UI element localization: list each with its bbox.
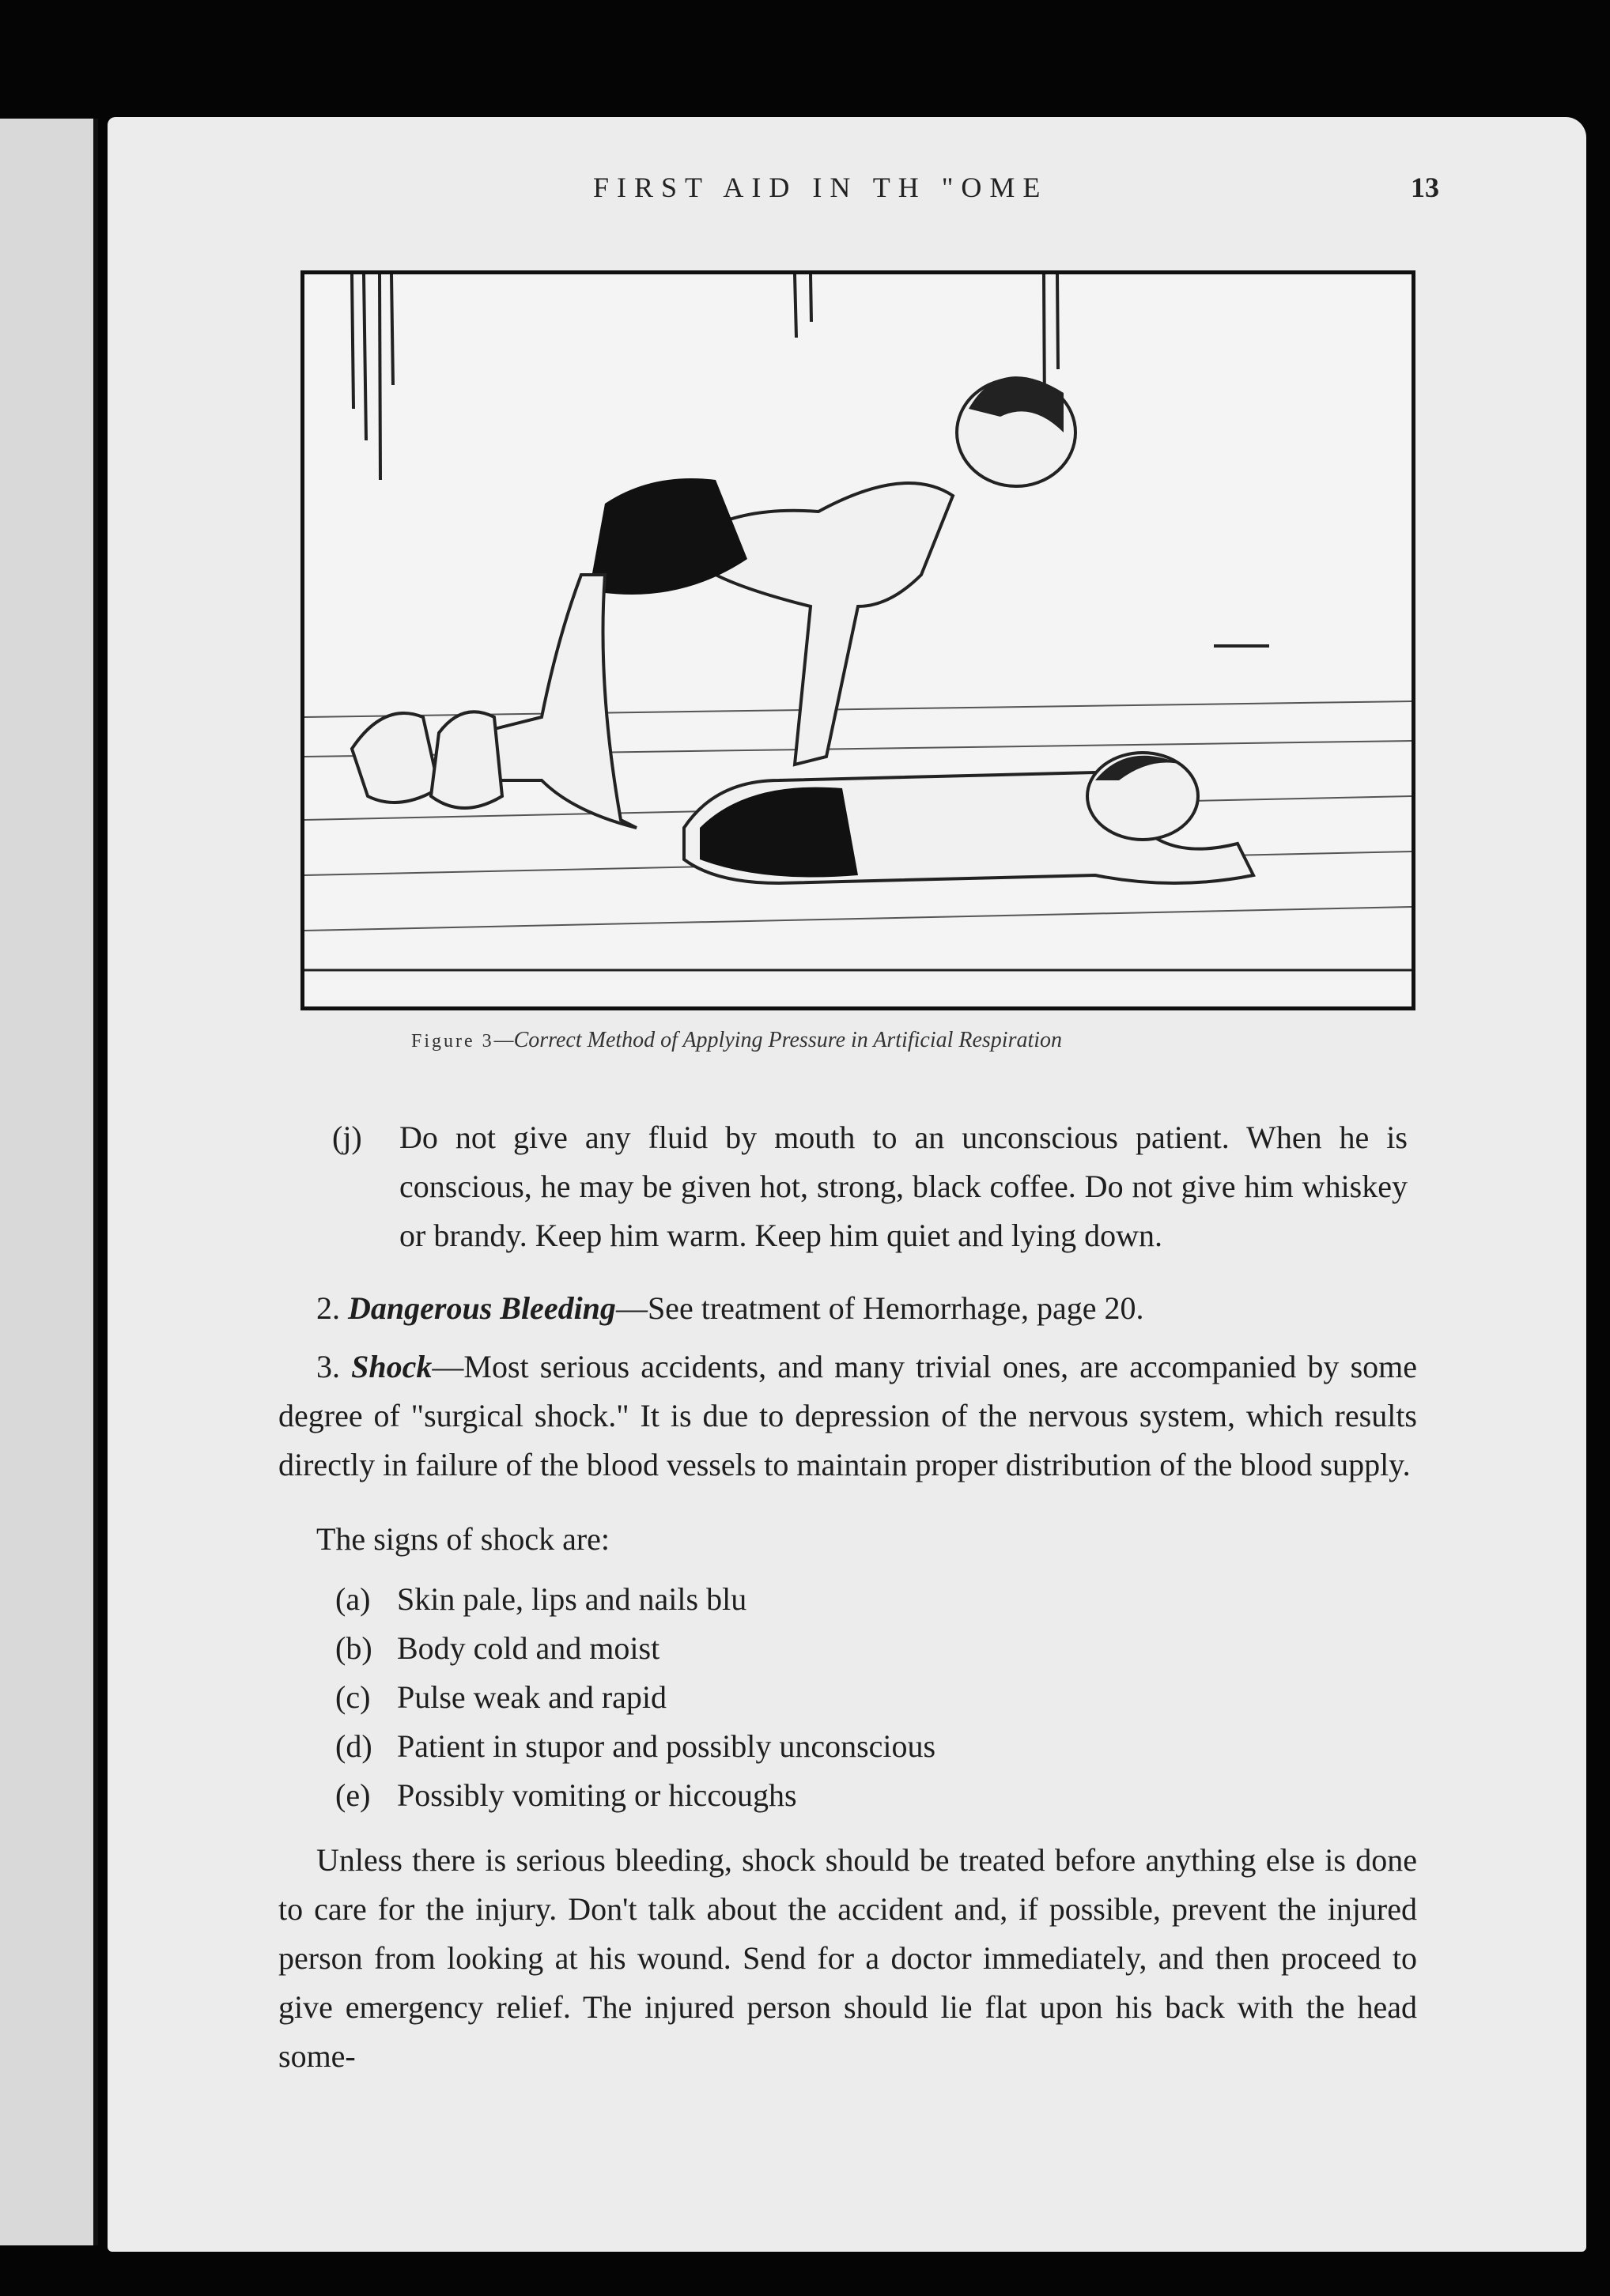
list-text: Skin pale, lips and nails blu [397,1581,747,1617]
list-item [335,1722,1363,1771]
section-number: 3. [316,1349,340,1384]
list-text: Patient in stupor and possibly unconscious [397,1728,936,1764]
list-item [335,1624,1363,1673]
running-title: FIRST AID IN TH "OME [593,172,1049,203]
section-shock [278,1342,1417,1490]
list-text: Body cold and moist [397,1630,660,1666]
page-header [300,171,1439,218]
closing-paragraph: Unless there is serious bleeding, shock should be treated before anything else is done to care for the injury. Don't talk about the accident and, if possible, prevent the injured person from looking at his wound. Send for a doctor immediately, and then proceed to give emergency relief. The injured person should lie flat upon his back with the head some- [278,1842,1417,2074]
section-dangerous-bleeding [316,1284,1415,1333]
figure-illustration [300,270,1415,1010]
figure-caption: Figure 3—Correct Method of Applying Pressure in Artificial Respiration [411,1028,1063,1052]
page-number: 13 [1411,172,1439,203]
artificial-respiration-drawing [304,274,1412,1006]
list-item [335,1673,1363,1722]
list-item [335,1771,1363,1820]
signs-intro: The signs of shock are: [316,1521,610,1557]
section-heading: Shock [351,1349,433,1384]
list-marker: (c) [335,1679,371,1715]
list-marker: (d) [335,1728,372,1764]
section-heading: Dangerous Bleeding [348,1290,616,1326]
list-marker: (b) [335,1630,372,1666]
paragraph-text: Do not give any fluid by mouth to an unconscious patient. When he is conscious, he may be given hot, strong, black coffee. Do not give him whiskey or brandy. Keep him warm. Keep him quiet and lying down. [399,1120,1408,1253]
facing-page-edge [0,119,98,2245]
figure-label: Figure 3 [411,1031,494,1052]
list-marker: (a) [335,1581,371,1617]
section-text: —Most serious accidents, and many trivial ones, are accompanied by some degree of "surgical shock." It is due to depression of the nervous system, which results directly in failure of the blood vessels to maintain proper distribution of the blood supply. [278,1349,1417,1482]
section-number: 2. [316,1290,340,1326]
list-text: Pulse weak and rapid [397,1679,667,1715]
figure-title: Correct Method of Applying Pressure in Artificial Respiration [513,1028,1063,1052]
section-text: —See treatment of Hemorrhage, page 20. [615,1290,1144,1326]
paragraph-marker: (j) [332,1120,362,1155]
list-item [335,1575,1363,1624]
list-marker: (e) [335,1777,371,1813]
list-text: Possibly vomiting or hiccoughs [397,1777,797,1813]
